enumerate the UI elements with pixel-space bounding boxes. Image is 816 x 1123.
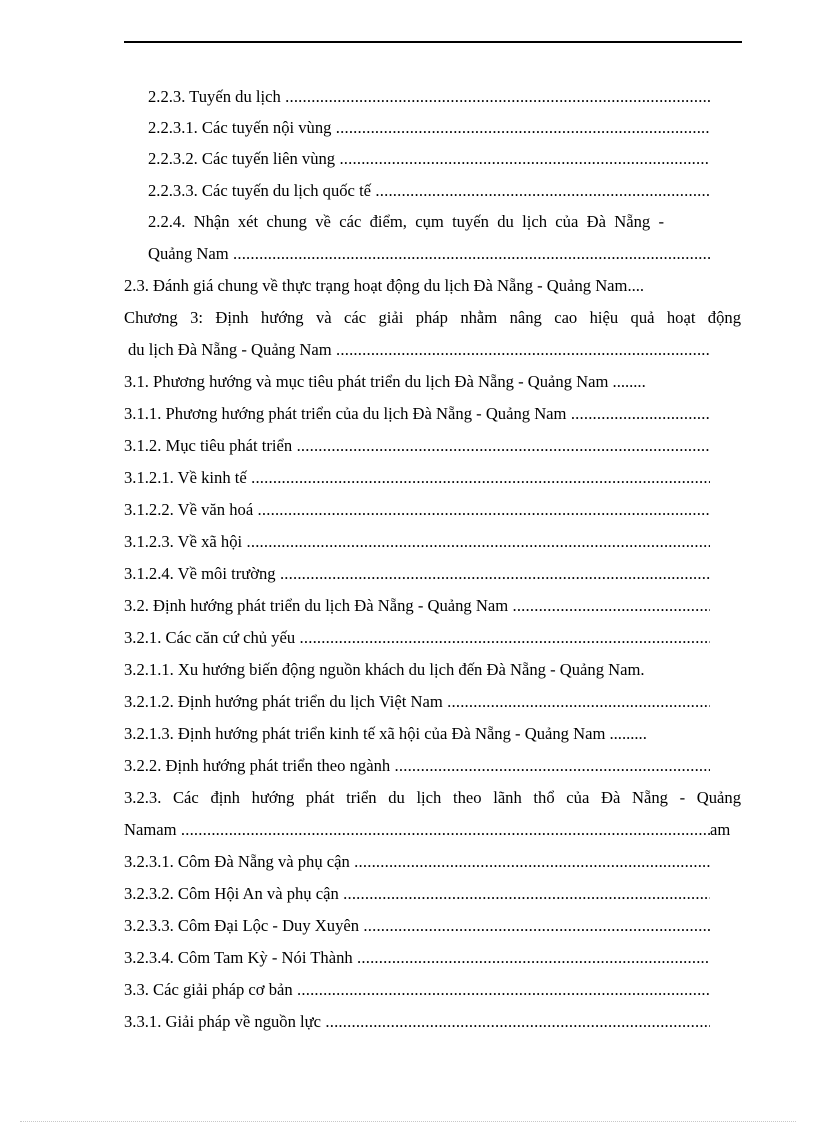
toc-entry[interactable]: 3.3. Các giải pháp cơ bản ..... [124, 979, 710, 1001]
toc-entry[interactable]: 3.2.3.4. Côm Tam Kỳ - Nói Thành ..... [124, 947, 710, 969]
toc-entry[interactable]: 3.2.1. Các căn cứ chủ yếu ..... [124, 627, 710, 649]
toc-entry[interactable]: 3.1.2.3. Về xã hội ..... [124, 531, 710, 553]
toc-entry[interactable]: 3.1. Phương hướng và mục tiêu phát triển du lịch Đà Nẵng - Quảng Nam ........ [124, 372, 646, 391]
toc-entry[interactable]: 3.2. Định hướng phát triển du lịch Đà Nẵng - Quảng Nam ..... [124, 595, 710, 617]
toc-trailing-text: am [710, 820, 731, 839]
toc-entry[interactable]: 2.2.3.3. Các tuyến du lịch quốc tế ..... [148, 180, 710, 202]
toc-entry-continued[interactable]: du lịch Đà Nẵng - Quảng Nam ..... [128, 339, 710, 361]
toc-entry[interactable]: 2.2.3.1. Các tuyến nội vùng ..... [148, 117, 710, 139]
toc-entry[interactable]: 3.2.3. Các định hướng phát triển du lịch theo lãnh thổ của Đà Nẵng - Quảng [124, 788, 741, 807]
toc-entry[interactable]: 3.3.1. Giải pháp về nguồn lực ..... [124, 1011, 710, 1033]
page-bottom-edge [20, 1121, 796, 1122]
toc-entry[interactable]: 3.1.2.4. Về môi trường ..... [124, 563, 710, 585]
toc-entry[interactable]: 3.2.1.2. Định hướng phát triển du lịch Việt Nam ..... [124, 691, 710, 713]
toc-entry[interactable]: 3.2.2. Định hướng phát triển theo ngành ..... [124, 755, 710, 777]
toc-entry[interactable]: 3.1.2.1. Về kinh tế ..... [124, 467, 710, 489]
toc-entry[interactable]: 3.2.1.3. Định hướng phát triển kinh tế xã hội của Đà Nẵng - Quảng Nam ......... [124, 724, 647, 743]
toc-entry[interactable]: 2.2.4. Nhận xét chung về các điểm, cụm tuyến du lịch của Đà Nẵng - [148, 212, 664, 231]
toc-entry[interactable]: 2.2.3. Tuyến du lịch ..... [148, 86, 710, 108]
toc-entry-continued[interactable]: Namam ..... [124, 819, 710, 841]
toc-entry[interactable]: 2.2.3.2. Các tuyến liên vùng ..... [148, 148, 710, 170]
toc-entry[interactable]: 3.1.2.2. Về văn hoá ..... [124, 499, 710, 521]
toc-entry-continued[interactable]: Quảng Nam ..... [148, 243, 710, 265]
toc-entry[interactable]: 3.2.3.2. Côm Hội An và phụ cận ..... [124, 883, 710, 905]
toc-entry[interactable]: Chương 3: Định hướng và các giải pháp nhằm nâng cao hiệu quả hoạt động [124, 308, 741, 327]
toc-entry[interactable]: 3.2.3.3. Côm Đại Lộc - Duy Xuyên ..... [124, 915, 710, 937]
toc-entry[interactable]: 3.1.1. Phương hướng phát triển của du lịch Đà Nẵng - Quảng Nam ..... [124, 403, 710, 425]
toc-entry[interactable]: 2.3. Đánh giá chung về thực trạng hoạt động du lịch Đà Nẵng - Quảng Nam.... [124, 276, 645, 295]
toc-entry[interactable]: 3.2.3.1. Côm Đà Nẵng và phụ cận ..... [124, 851, 710, 873]
toc-entry[interactable]: 3.2.1.1. Xu hướng biến động nguồn khách du lịch đến Đà Nẵng - Quảng Nam. [124, 660, 645, 679]
toc-entry[interactable]: 3.1.2. Mục tiêu phát triển ..... [124, 435, 710, 457]
